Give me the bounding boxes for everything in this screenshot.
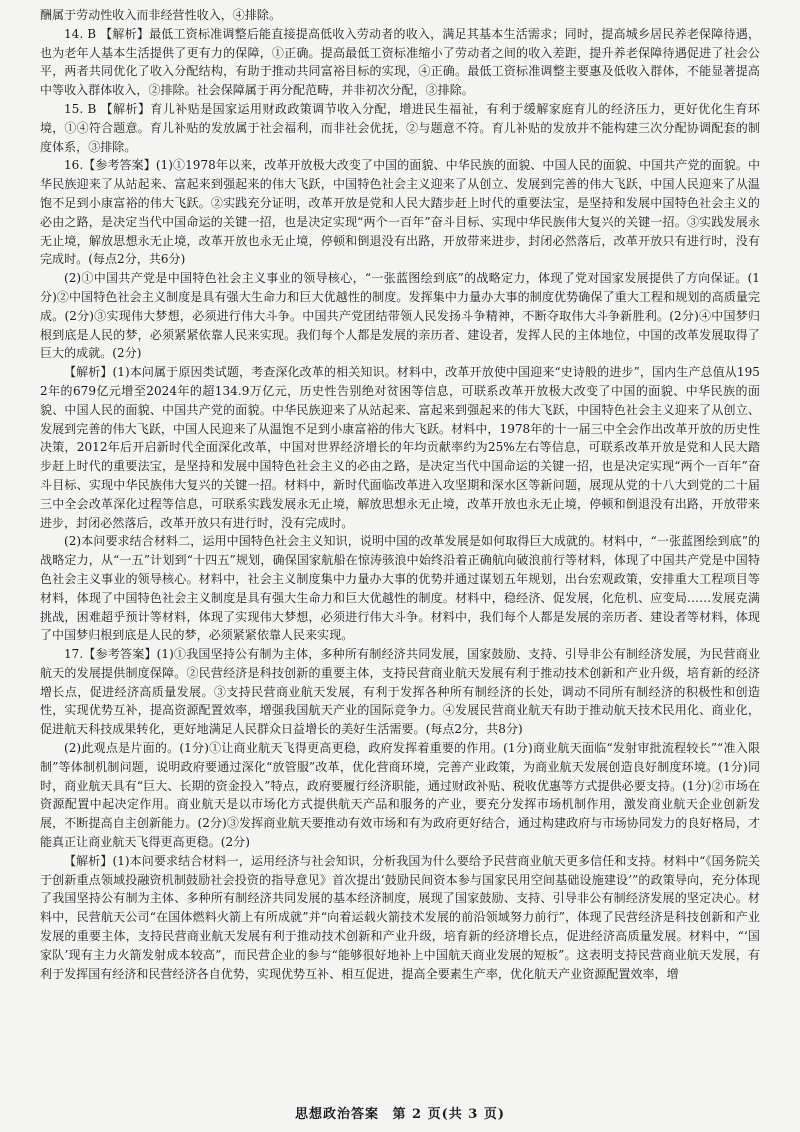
footer-subject: 思想政治答案 — [294, 1107, 379, 1122]
paragraph-q14: 14. B 【解析】最低工资标准调整后能直接提高低收入劳动者的收入，满足其基本生活需求；同时，提高城乡居民养老保障待遇，也为老年人基本生活提供了更有力的保障，①正确。提高最低工资标准缩小了劳动者之间的收入差距，提升养老保障待遇促进了社会公平，两者共同优化了收入分配结构，有助于推动共同富裕目标的实现，④正确。最低工资标准调整主要惠及低收入群体，不能显著提高中等收入群体收入，②排除。社会保障属于再分配范畴，并非初次分配，③排除。 — [40, 26, 760, 98]
paragraph-q15: 15. B 【解析】育儿补贴是国家运用财政政策调节收入分配，增进民生福祉，有利于缓解家庭育儿的经济压力，更好优化生育环境，①④符合题意。育儿补贴的发放属于社会福利，而非社会优抚，②与题意不符。育儿补贴的发放并不能构建三次分配协调配套的制度体系，③排除。 — [40, 101, 760, 154]
page-footer — [0, 1103, 800, 1122]
paragraph-q16-answer-2: (2)①中国共产党是中国特色社会主义事业的领导核心，“一张蓝图绘到底”的战略定力，体现了党对国家发展提供了方向保证。(1分)②中国特色社会主义制度是具有强大生命力和巨大优越性的制度。发挥集中力量办大事的制度优势确保了重大工程和规划的高质量完成。(2分)③实现伟大梦想，必须进行伟大斗争。中国共产党团结带领人民发扬斗争精神，不断夺取伟大斗争新胜利。(2分)④中国梦归根到底是人民的梦，必须紧紧依靠人民来实现。我们每个人都是发展的亲历者、建设者，发挥人民的主体地位，中国的改革发展取得了巨大的成就。(2分) — [40, 271, 760, 361]
paragraph-q16-analysis-1: 【解析】(1)本问属于原因类试题，考查深化改革的相关知识。材料中，改革开放使中国迎来“史诗般的进步”，国内生产总值从1952年的679亿元增至2024年的超134.9万亿元，历史性告别绝对贫困等信息，可联系改革开放极大改变了中国的面貌、中华民族的面貌、中国人民的面貌、中国共产党的面貌。中华民族迎来了从站起来、富起来到强起来的伟大飞跃，中国特色社会主义迎来了从创立、发展到完善的伟大飞跃，中国人民迎来了从温饱不足到小康富裕的伟大飞跃。材料中，1978年的十一届三中全会作出改革开放的历史性决策，2012年后开启新时代全面深化改革，中国对世界经济增长的年均贡献率约为25%左右等信息，可联系改革开放是党和人民大踏步赶上时代的重要法宝，是坚持和发展中国特色社会主义的必由之路，是决定当代中国命运的关键一招，也是决定实现“两个一百年”奋斗目标、实现中华民族伟大复兴的关键一招。材料中，新时代面临改革进入攻坚期和深水区等新问题，展现从党的十八大到党的二十届三中全会改革深化过程等信息，可联系实践发展永无止境，解放思想永无止境，改革开放也永无止境，停顿和倒退没有出路，开放带来进步，封闭必然落后，改革开放只有进行时，没有完成时。 — [40, 365, 760, 530]
paragraph-q13-tail: 酬属于劳动性收入而非经营性收入，④排除。 — [40, 8, 282, 22]
paragraph-q16-answer-1: 16.【参考答案】(1)①1978年以来，改革开放极大改变了中国的面貌、中华民族的面貌、中国人民的面貌、中国共产党的面貌。中华民族迎来了从站起来、富起来到强起来的伟大飞跃，中国特色社会主义迎来了从创立、发展到完善的伟大飞跃，中国人民迎来了从温饱不足到小康富裕的伟大飞跃。②实践充分证明，改革开放是党和人民大踏步赶上时代的重要法宝，是坚持和发展中国特色社会主义的必由之路，是决定当代中国命运的关键一招，也是决定实现“两个一百年”奋斗目标、实现中华民族伟大复兴的关键一招。③实践发展永无止境，解放思想永无止境，改革开放也永无止境，停顿和倒退没有出路，开放带来进步，封闭必然落后，改革开放只有进行时，没有完成时。(每点2分，共6分) — [40, 158, 760, 267]
paragraph-q16-analysis-2: (2)本问要求结合材料二，运用中国特色社会主义知识，说明中国的改革发展是如何取得巨大成就的。材料中，“一张蓝图绘到底”的战略定力，从“一五”计划到“十四五”规划，确保国家航船在惊涛骇浪中始终沿着正确航向破浪前行等材料，体现了中国共产党是中国特色社会主义事业的领导核心。材料中，社会主义制度集中力量办大事的优势并通过谋划五年规划，出台宏观政策，安排重大工程项目等材料，体现了中国特色社会主义制度是具有强大生命力和巨大优越性的制度。材料中，稳经济、促发展，化危机、应变局……发展克满挑战，困难超乎预计等材料，体现了实现伟大梦想，必须进行伟大斗争。材料中，我们每个人都是发展的亲历者、建设者等材料，体现了中国梦归根到底是人民的梦，必须紧紧依靠人民来实现。 — [40, 534, 760, 643]
answer-content — [40, 6, 760, 983]
paragraph-q17-answer-1: 17.【参考答案】(1)①我国坚持公有制为主体，多种所有制经济共同发展，国家鼓励、支持、引导非公有制经济发展，为民营商业航天的发展提供制度保障。②民营经济是科技创新的重要主体，支持民营商业航天发展有利于推动技术创新和产业升级，培育新的经济增长点，促进经济高质量发展。③支持民营商业航天发展，有利于发挥各种所有制经济的长处，调动不同所有制经济的积极性和创造性，实现优势互补，提高资源配置效率，增强我国航天产业的国际竞争力。④发展民营商业航天有助于推动航天技术民用化、商业化，促进航天科技成果转化，更好地满足人民群众日益增长的美好生活需要。(每点2分，共8分) — [40, 647, 760, 737]
paragraph-q17-analysis-1: 【解析】(1)本问要求结合材料一，运用经济与社会知识，分析我国为什么要给予民营商业航天更多信任和支持。材料中“《国务院关于创新重点领域投融资机制鼓励社会投资的指导意见》首次提出‘鼓励民间资本参与国家民用空间基础设施建设’”的政策导向，充分体现了我国坚持公有制为主体、多种所有制经济共同发展的基本经济制度，展现了国家鼓励、支持、引导非公有制经济发展的坚定决心。材料中，民营航天公司“在国体燃料火箭上有所成就”并“向着运载火箭技术发展的前沿领域努力前行”，体现了民营经济是科技创新和产业发展的重要主体，支持民营商业航天发展有利于推动技术创新和产业升级，培育新的经济增长点，促进经济高质量发展。材料中，“‘国家队’现有主力火箭发射成本较高”，而民营企业的参与“能够很好地补上中国航天商业发展的短板”。这表明支持民营商业航天发展，有利于发挥国有经济和民营经济各自优势，实现优势互补、相互促进，提高全要素生产率，优化航天产业资源配置效率，增 — [40, 853, 760, 981]
paragraph-q17-answer-2: (2)此观点是片面的。(1分)①让商业航天飞得更高更稳，政府发挥着重要的作用。(1分)商业航天面临“发射审批流程较长”“准入限制”等体制机制问题，说明政府要通过深化“放管服”改革，优化营商环境，完善产业政策，为商业航天发展创造良好制度环境。(1分)同时，商业航天具有“巨大、长期的资金投入”特点，政府要履行经济职能，通过财政补贴、税收优惠等方式提供必要支持。(1分)②市场在资源配置中起决定作用。商业航天是以市场化方式提供航天产品和服务的产业，要充分发挥市场机制作用，激发商业航天企业创新发展，不断提高自主创新能力。(2分)③发挥商业航天要推动有效市场和有为政府更好结合，通过构建政府与市场协同发力的良好格局，才能真正让商业航天飞得更高更稳。(2分) — [40, 741, 760, 850]
footer-page-number: 第 2 页(共 3 页) — [392, 1107, 506, 1122]
